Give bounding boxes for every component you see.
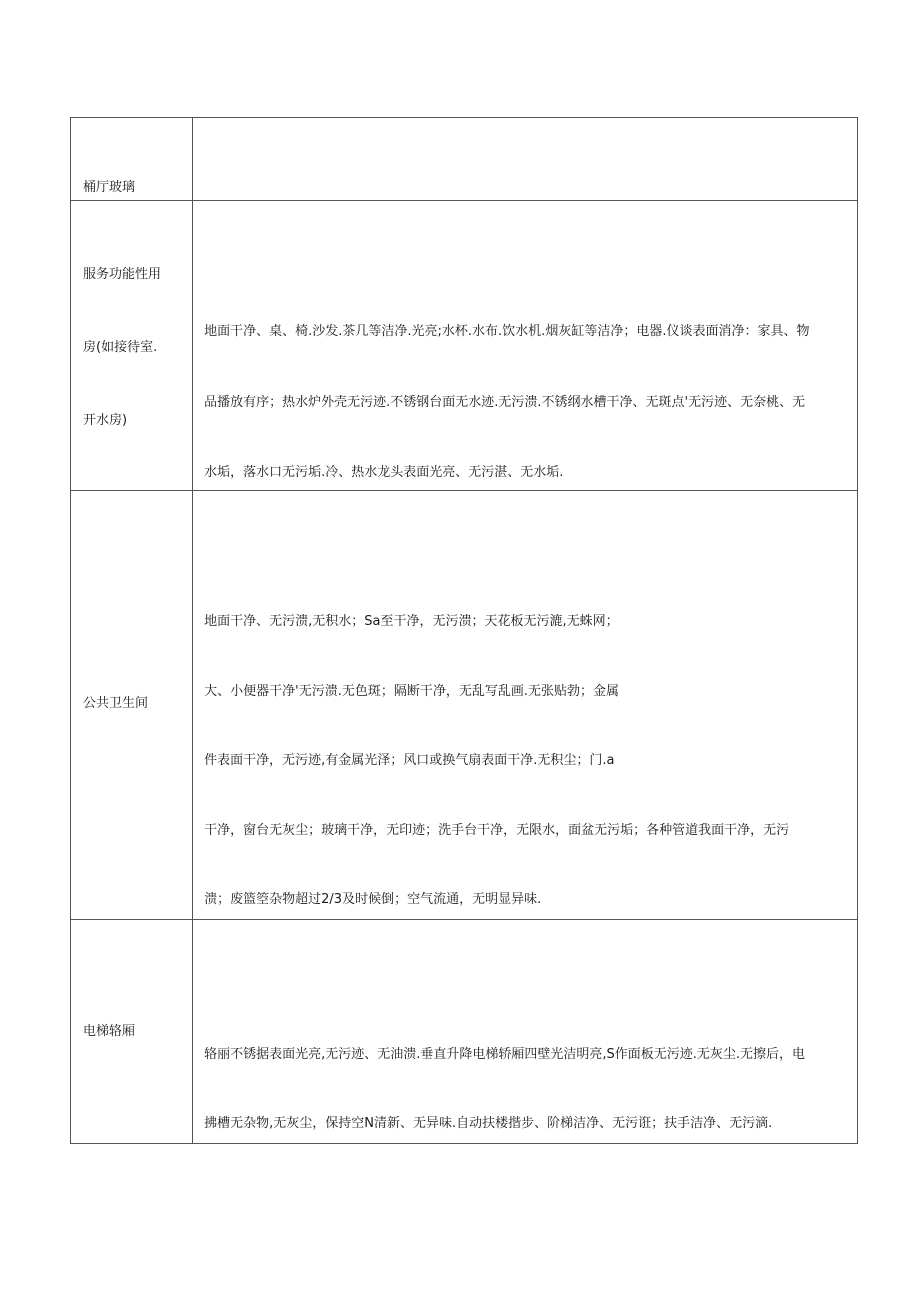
standard-content-cell	[193, 491, 858, 920]
standard-text-line: 辂丽不锈据表面光亮,无污迹、无油溃.垂直升降电梯轿厢四壁光洁明亮,S作面板无污迹.无灰尘.无擦后，电	[204, 1047, 806, 1062]
standard-content-cell	[193, 201, 858, 491]
standard-content-cell	[193, 118, 858, 201]
area-label: 房(如接待室.	[83, 340, 158, 355]
area-label: 电梯辂厢	[83, 1024, 136, 1039]
area-label: 公共卫生间	[83, 696, 149, 711]
table-row	[71, 920, 858, 1144]
standard-text-line: 地面干净、桌、椅.沙发.茶几等洁净.光亮;水杯.水布.饮水机.烟灰缸等洁净；电器.仪谈表面消净：家具、物	[204, 324, 810, 339]
standard-content-cell	[193, 920, 858, 1144]
area-label: 开水房)	[83, 413, 128, 428]
area-label: 桶厅玻璃	[83, 180, 136, 195]
standard-text-line: 大、小便器干净'无污溃.无色斑；隔断干净，无乱写乱画.无张贴勃；金属	[204, 684, 619, 699]
standard-text-line: 水垢，落水口无污垢.冷、热水龙头表面光亮、无污湛、无水垢.	[204, 465, 564, 480]
area-label-cell	[71, 491, 193, 920]
area-label-cell	[71, 201, 193, 491]
area-label: 服务功能性用	[83, 267, 162, 282]
standard-text-line: 件表面干净，无污迹,有金属光泽；风口或换气扇表面干净.无积尘；门.a	[204, 753, 615, 768]
standard-text-line: 溃；废篮箜杂物超过2/3及时候倒；空气流通，无明显异味.	[204, 892, 542, 907]
area-label-cell	[71, 920, 193, 1144]
area-label-cell	[71, 118, 193, 201]
standard-text-line: 品播放有序；热水炉外壳无污迹.不锈钢台面无水迹.无污溃.不锈纲水槽干净、无斑点'无污迹、无奈桃、无	[204, 395, 806, 410]
standard-text-line: 干净，窗台无灰尘；玻璃干净，无印迹；洗手台干净，无限水，面盆无污垢；各种管道我面干净，无污	[204, 823, 790, 838]
standard-text-line: 拂槽无杂物,无灰尘，保持空N清新、无异味.自动扶楼揩步、阶梯洁净、无污诳；扶手洁净、无污滴.	[204, 1116, 773, 1131]
standard-text-line: 地面干净、无污溃,无积水；Sa至干净，无污溃；天花板无污漉,无蛛网；	[204, 614, 619, 629]
standards-table	[70, 117, 858, 1144]
table-row	[71, 491, 858, 920]
table-row	[71, 201, 858, 491]
table-row	[71, 118, 858, 201]
